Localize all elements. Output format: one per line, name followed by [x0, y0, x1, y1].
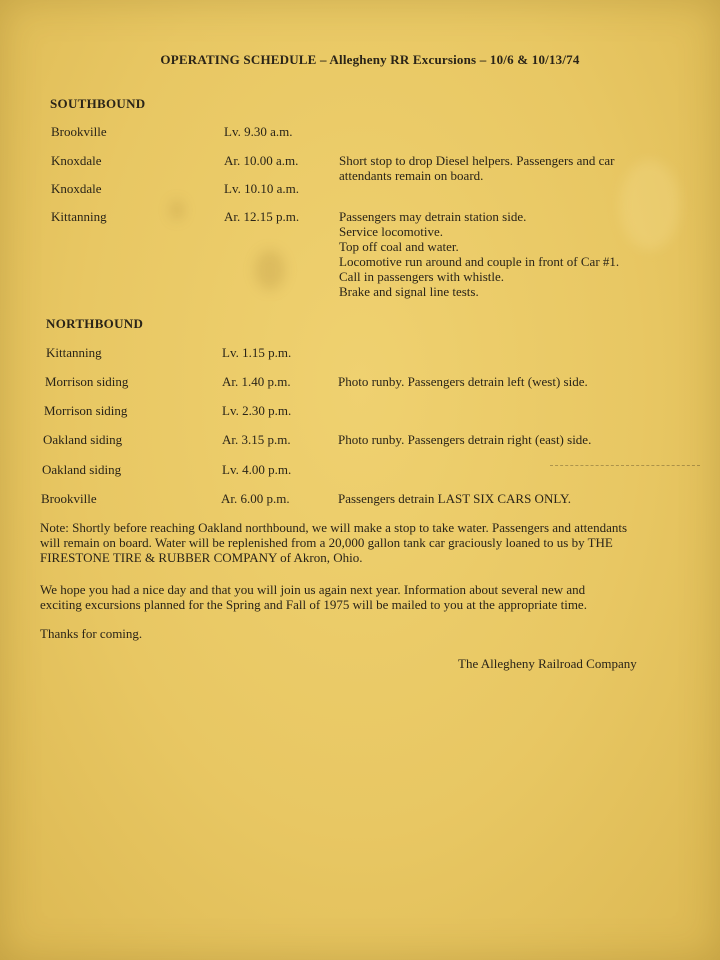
paragraph-line: We hope you had a nice day and that you will join us again next year. Information about several new and [40, 582, 586, 597]
note-line: attendants remain on board. [339, 168, 484, 183]
note-line: Brake and signal line tests. [339, 284, 479, 299]
station-name: Oakland siding [43, 432, 123, 447]
thanks-line: Thanks for coming. [40, 626, 143, 641]
paragraph-line: Note: Shortly before reaching Oakland northbound, we will make a stop to take water. Passengers and attendants [40, 520, 628, 535]
station-name: Knoxdale [51, 153, 102, 168]
time-entry: Lv. 10.10 a.m. [224, 181, 299, 196]
time-entry: Lv. 2.30 p.m. [222, 403, 292, 418]
water-stop-note [40, 520, 710, 565]
note-line: Top off coal and water. [339, 239, 459, 254]
station-name: Kittanning [46, 345, 102, 360]
document-title: OPERATING SCHEDULE – Allegheny RR Excursions – 10/6 & 10/13/74 [160, 52, 580, 67]
time-entry: Lv. 4.00 p.m. [222, 462, 292, 477]
note-line: Passengers detrain LAST SIX CARS ONLY. [338, 491, 571, 506]
closing-paragraph [40, 582, 710, 612]
paper-stain [170, 200, 184, 220]
row-notes [338, 491, 678, 506]
paper-stain [255, 250, 285, 290]
time-entry: Lv. 1.15 p.m. [222, 345, 292, 360]
station-name: Oakland siding [42, 462, 122, 477]
note-line: Service locomotive. [339, 224, 443, 239]
northbound-heading: NORTHBOUND [46, 316, 144, 331]
paragraph-line: FIRESTONE TIRE & RUBBER COMPANY of Akron, Ohio. [40, 550, 363, 565]
row-notes [339, 153, 679, 183]
time-entry: Ar. 6.00 p.m. [221, 491, 290, 506]
time-entry: Ar. 1.40 p.m. [222, 374, 291, 389]
paragraph-line: exciting excursions planned for the Spring and Fall of 1975 will be mailed to you at the appropriate time. [40, 597, 587, 612]
note-line: Call in passengers with whistle. [339, 269, 505, 284]
note-line: Locomotive run around and couple in front of Car #1. [339, 254, 620, 269]
paragraph-line: will remain on board. Water will be replenished from a 20,000 gallon tank car graciously loaned to us by THE [40, 535, 613, 550]
southbound-heading: SOUTHBOUND [50, 96, 146, 111]
time-entry: Lv. 9.30 a.m. [224, 124, 293, 139]
station-name: Morrison siding [44, 403, 128, 418]
time-entry: Ar. 12.15 p.m. [224, 209, 300, 224]
row-notes [338, 374, 678, 389]
station-name: Brookville [41, 491, 97, 506]
station-name: Kittanning [51, 209, 107, 224]
time-entry: Ar. 3.15 p.m. [222, 432, 291, 447]
station-name: Morrison siding [45, 374, 129, 389]
row-notes [338, 432, 678, 447]
company-signature: The Allegheny Railroad Company [458, 656, 637, 671]
station-name: Brookville [51, 124, 107, 139]
note-line: Photo runby. Passengers detrain left (west) side. [338, 374, 588, 389]
station-name: Knoxdale [51, 181, 102, 196]
note-line: Photo runby. Passengers detrain right (east) side. [338, 432, 592, 447]
time-entry: Ar. 10.00 a.m. [224, 153, 299, 168]
note-line: Passengers may detrain station side. [339, 209, 527, 224]
row-notes [339, 209, 679, 299]
stray-mark [550, 465, 700, 466]
note-line: Short stop to drop Diesel helpers. Passengers and car [339, 153, 615, 168]
